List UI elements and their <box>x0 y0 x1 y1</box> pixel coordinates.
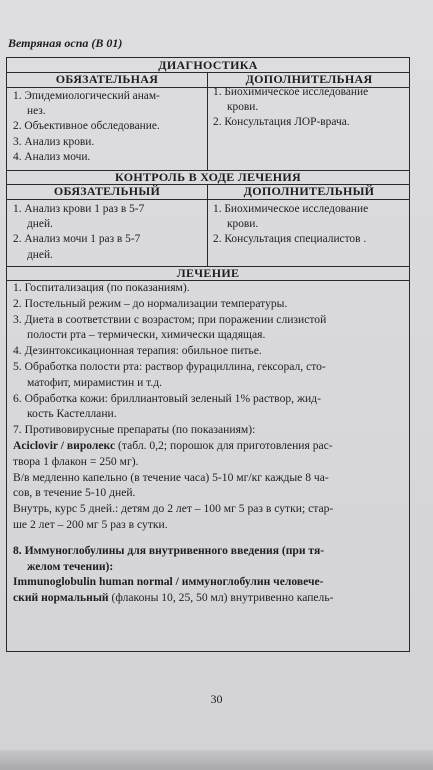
treatment-line: матофит, мирамистин и т.д. <box>27 375 163 389</box>
list-item: 1. Анализ крови 1 раз в 5-7 <box>13 203 145 215</box>
diagnostics-header: ДИАГНОСТИКА <box>7 59 409 73</box>
treatment-line: 2. Постельный режим – до нормализации температуры. <box>13 296 288 310</box>
document-title: Ветряная оспа (B 01) <box>8 36 123 50</box>
control-additional-list <box>213 202 409 248</box>
page-edge-shadow <box>0 750 433 770</box>
control-mandatory-list <box>13 202 203 263</box>
treatment-text <box>13 280 409 606</box>
diagnostics-additional-header: ДОПОЛНИТЕЛЬНАЯ <box>245 72 373 86</box>
acyclovir-drug-name: Aciclovir / виролекс <box>13 438 116 452</box>
treatment-line: полости рта – термически, химически щадящая. <box>27 328 266 342</box>
list-item: дней. <box>27 218 53 231</box>
acyclovir-line <box>13 438 409 454</box>
control-additional-header: ДОПОЛНИТЕЛЬНЫЙ <box>243 184 375 198</box>
list-item: 2. Анализ мочи 1 раз в 5-7 <box>13 233 141 246</box>
treatment-line: 3. Диета в соответствии с возрастом; при поражении слизистой <box>13 312 327 326</box>
treatment-line: 6. Обработка кожи: бриллиантовый зеленый 1% раствор, жид- <box>13 391 321 405</box>
page-number: 30 <box>210 692 223 706</box>
immunoglobulin-drug-name: ский нормальный <box>13 591 109 605</box>
treatment-line: 5. Обработка полости рта: раствор фурациллина, гексорал, сто- <box>13 359 326 373</box>
iv-dosing-line: сов, в течение 5-10 дней. <box>13 486 136 500</box>
list-item: 1. Биохимическое исследование <box>213 86 369 98</box>
acyclovir-form: (табл. 0,2; порошок для приготовления рас- <box>115 438 333 452</box>
list-item: 2. Консультация специалистов . <box>213 233 367 246</box>
iv-dosing-line: В/в медленно капельно (в течение часа) 5-10 мг/кг каждые 8 ча- <box>13 470 329 484</box>
list-item: 2. Объективное обследование. <box>13 120 160 133</box>
treatment-header: ЛЕЧЕНИЕ <box>7 267 409 281</box>
immunoglobulin-heading-cont: желом течении): <box>27 559 114 573</box>
immunoglobulin-heading: 8. Иммуноглобулины для внутривенного введения (при тя- <box>13 543 325 557</box>
diagnostics-mandatory-header: ОБЯЗАТЕЛЬНАЯ <box>55 72 159 86</box>
list-item: крови. <box>227 218 259 231</box>
list-item: 3. Анализ крови. <box>13 135 95 148</box>
list-item: 2. Консультация ЛОР-врача. <box>213 116 350 129</box>
list-item: 1. Эпидемиологический анам- <box>13 90 160 102</box>
treatment-line: кость Кастеллани. <box>27 407 117 421</box>
acyclovir-form-cont: твора 1 флакон = 250 мг). <box>13 454 139 468</box>
immunoglobulin-drug-line: Immunoglobulin human normal / иммуноглобулин человече- <box>13 575 324 589</box>
diagnostics-mandatory-list <box>13 89 203 165</box>
list-item: 4. Анализ мочи. <box>13 150 91 163</box>
oral-dosing-line: Внутрь, курс 5 дней.: детям до 2 лет – 100 мг 5 раз в сутки; стар- <box>13 502 334 516</box>
list-item: нез. <box>27 105 46 118</box>
control-mandatory-header: ОБЯЗАТЕЛЬНЫЙ <box>53 184 161 198</box>
treatment-line: 7. Противовирусные препараты (по показаниям): <box>13 423 256 437</box>
list-item: дней. <box>27 248 53 261</box>
control-header: КОНТРОЛЬ В ХОДЕ ЛЕЧЕНИЯ <box>7 171 409 185</box>
treatment-line: 1. Госпитализация (по показаниям). <box>13 281 190 294</box>
diagnostics-additional-list <box>213 85 409 131</box>
list-item: 1. Биохимическое исследование <box>213 203 369 215</box>
immunoglobulin-form: (флаконы 10, 25, 50 мл) внутривенно капель- <box>108 591 334 605</box>
list-item: крови. <box>227 101 259 114</box>
protocol-table <box>6 57 410 652</box>
oral-dosing-line: ше 2 лет – 200 мг 5 раз в сутки. <box>13 517 168 531</box>
treatment-line: 4. Дезинтоксикационная терапия: обильное питье. <box>13 344 262 358</box>
immunoglobulin-drug-line-2 <box>13 590 409 606</box>
